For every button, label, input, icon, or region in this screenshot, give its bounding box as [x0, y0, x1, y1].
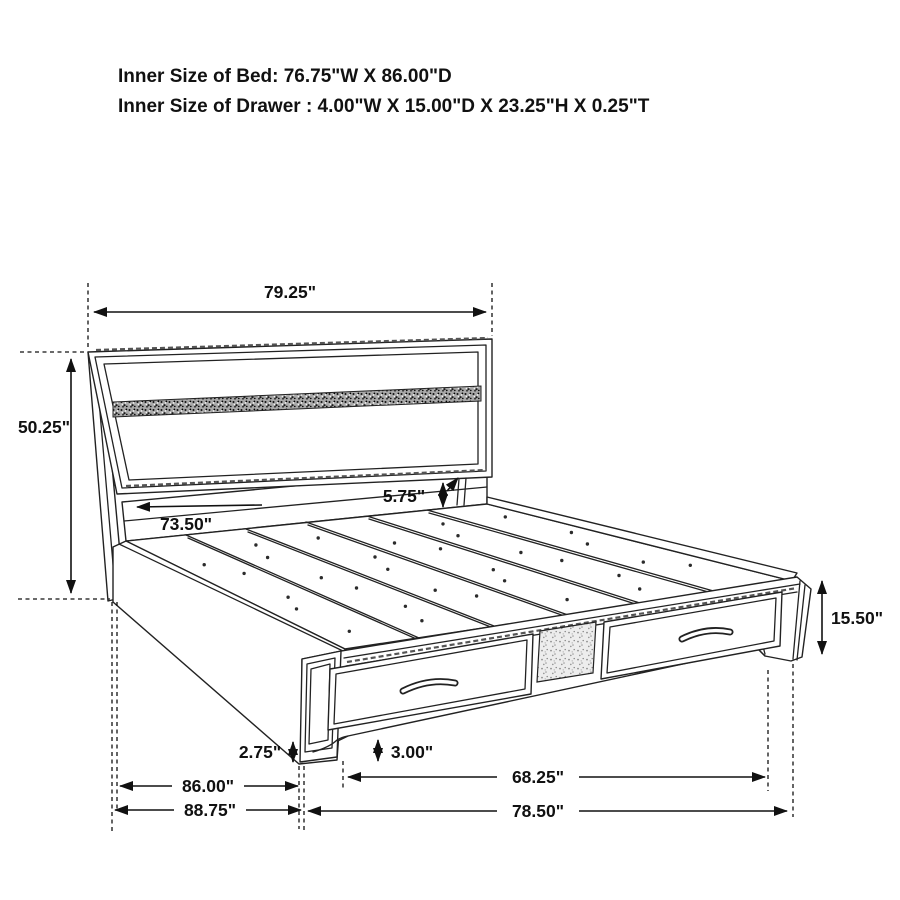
dim-label: 73.50": [159, 514, 213, 534]
screw-dot: [266, 556, 269, 559]
inner-size-of-drawer-note: Inner Size of Drawer : 4.00"W X 15.00"D X 23.25"H X 0.25"T: [118, 96, 650, 117]
screw-dot: [570, 531, 573, 534]
dim-label: 68.25": [511, 767, 565, 787]
screw-dot: [320, 576, 323, 579]
screw-dot: [586, 542, 589, 545]
screw-dot: [456, 534, 459, 537]
screw-dot: [404, 605, 407, 608]
dim-label: 15.50": [830, 608, 884, 628]
dim-label: 5.75": [382, 486, 426, 506]
screw-dot: [475, 594, 478, 597]
screw-dot: [286, 596, 289, 599]
screw-dot: [242, 572, 245, 575]
screw-dot: [503, 579, 506, 582]
dim-label: 3.00": [390, 742, 434, 762]
screw-dot: [295, 607, 298, 610]
dim-label: 50.25": [17, 417, 71, 437]
bed-drawing: [88, 338, 811, 764]
screw-dot: [434, 589, 437, 592]
screw-dot: [317, 536, 320, 539]
screw-dot: [386, 568, 389, 571]
dim-headboard-width: [94, 282, 486, 312]
screw-dot: [565, 598, 568, 601]
screw-dot: [642, 560, 645, 563]
title-block: [118, 66, 650, 117]
screw-dot: [355, 586, 358, 589]
dim-overall-depth: [115, 800, 301, 820]
screw-dot: [519, 551, 522, 554]
dim-footboard-height: [822, 581, 883, 654]
screw-dot: [689, 564, 692, 567]
dim-drawer-section-span: [348, 767, 765, 787]
footboard-glitter-panel: [537, 622, 596, 682]
dim-label: 79.25": [263, 282, 317, 302]
screw-dot: [203, 563, 206, 566]
dim-headboard-height: [18, 359, 71, 593]
screw-dot: [439, 547, 442, 550]
screw-dot: [638, 587, 641, 590]
screw-dot: [560, 559, 563, 562]
dim-label: 86.00": [181, 776, 235, 796]
dim-label: 78.50": [511, 801, 565, 821]
screw-dot: [373, 555, 376, 558]
screw-dot: [441, 522, 444, 525]
dim-label: 88.75": [183, 800, 237, 820]
screw-dot: [348, 630, 351, 633]
dim-inner-depth: [120, 776, 298, 796]
dim-foot-clearance: [378, 740, 433, 762]
screw-dot: [504, 515, 507, 518]
screw-dot: [420, 619, 423, 622]
dim-footboard-width: [308, 801, 787, 821]
screw-dot: [393, 541, 396, 544]
screw-dot: [617, 574, 620, 577]
inner-size-of-bed-note: Inner Size of Bed: 76.75"W X 86.00"D: [118, 66, 452, 87]
screw-dot: [254, 543, 257, 546]
screw-dot: [492, 568, 495, 571]
dim-label: 2.75": [238, 742, 282, 762]
